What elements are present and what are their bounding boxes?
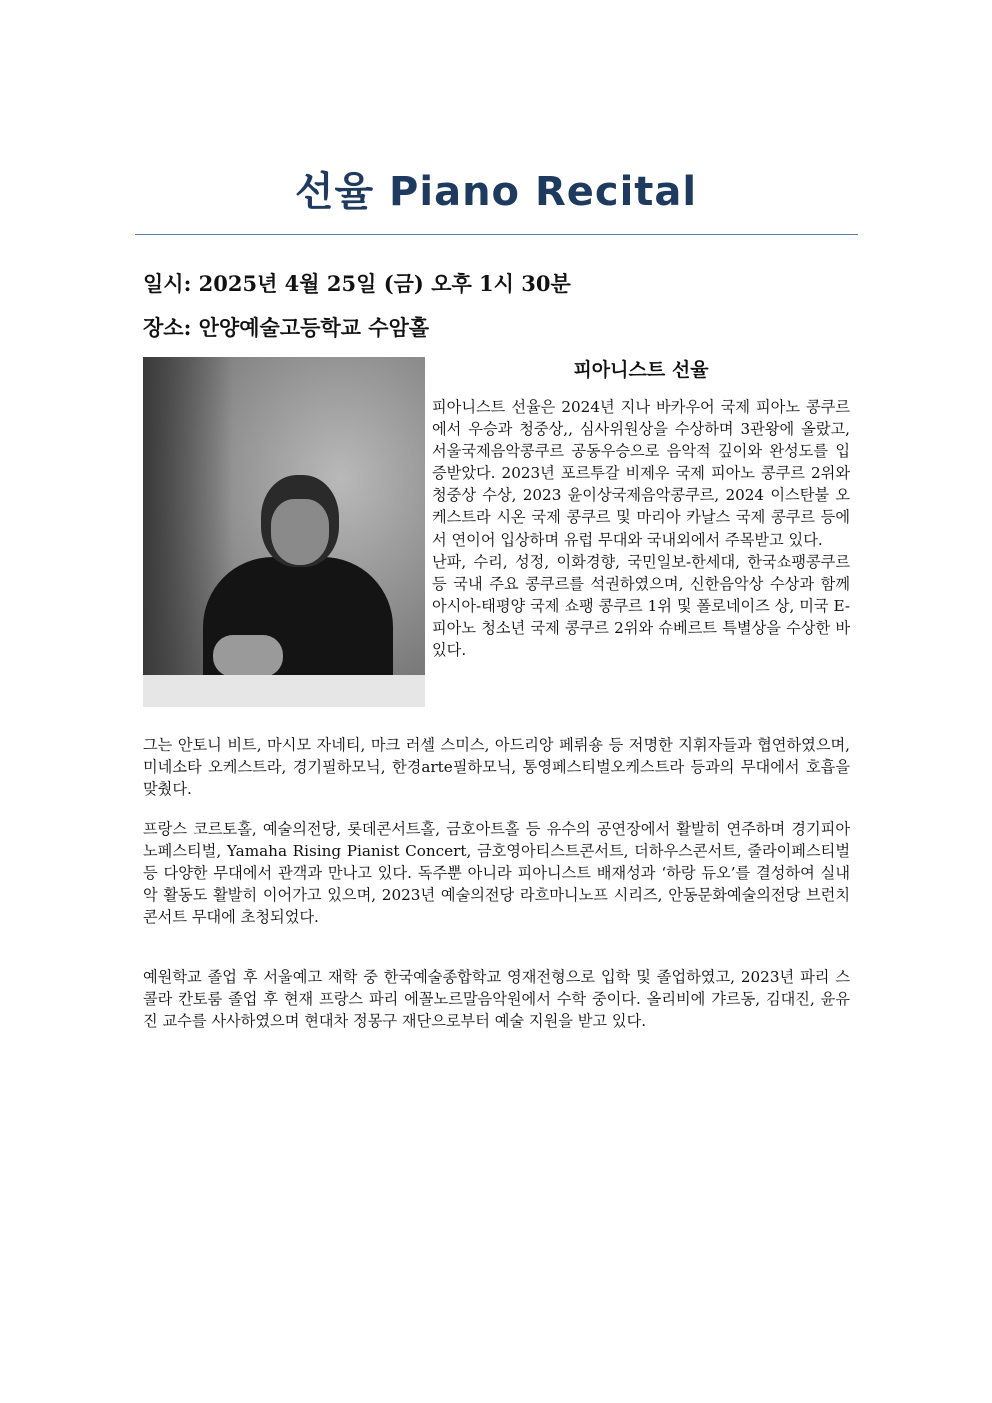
bio-paragraph: 그는 안토니 비트, 마시모 자네티, 마크 러셀 스미스, 아드리앙 페뤼숑 등 저명한 지휘자들과 협연하였으며, 미네소타 오케스트라, 경기필하모닉, 한경arte필하모닉, 통영페스티벌오케스트라 등과의 무대에서 호흡을 맞췄다. [143,736,850,799]
bio-side-paragraph: 난파, 수리, 성정, 이화경향, 국민일보-한세대, 한국쇼팽콩쿠르 등 국내 주요 콩쿠르를 석권하였으며, 신한음악상 수상과 함께 아시아-태평양 국제 쇼팽 콩쿠르 1위 및 폴로네이즈 상, 미국 E-피아노 청소년 국제 콩쿠르 2위와 슈베르트 특별상을 수상한 바 있다. [432,552,850,660]
event-date: 일시: 2025년 4월 25일 (금) 오후 1시 30분 [143,271,571,296]
title-divider [135,234,858,235]
page-title: 선율 Piano Recital [294,169,698,215]
bio-heading: 피아니스트 선율 [573,359,709,381]
bio-paragraph: 프랑스 코르토홀, 예술의전당, 롯데콘서트홀, 금호아트홀 등 유수의 공연장에서 활발히 연주하며 경기피아노페스티벌, Yamaha Rising Pianist Concert, 금호영아티스트콘서트, 더하우스콘서트, 줄라이페스티벌 등 다양한 무대에서 관객과 만나고 있다. 독주뿐 아니라 피아니스트 배재성과 ‘하랑 듀오’를 결성하여 실내악 활동도 활발히 이어가고 있으며, 2023년 예술의전당 라흐마니노프 시리즈, 안동문화예술의전당 브런치콘서트 무대에 초청되었다. [143,820,850,927]
bio-side-text [432,396,850,661]
bio-side-paragraph: 피아니스트 선율은 2024년 지나 바카우어 국제 피아노 콩쿠르에서 우승과 청중상,, 심사위원상을 수상하며 3관왕에 올랐고, 서울국제음악콩쿠르 공동우승으로 음악적 깊이와 완성도를 입증받았다. 2023년 포르투갈 비제우 국제 피아노 콩쿠르 2위와 청중상 수상, 2023 윤이상국제음악콩쿠르, 2024 이스탄불 오케스트라 시온 국제 콩쿠르 및 마리아 카날스 국제 콩쿠르 등에서 연이어 입상하며 유럽 무대와 국내외에서 주목받고 있다. [432,398,850,549]
bio-paragraph: 예원학교 졸업 후 서울예고 재학 중 한국예술종합학교 영재전형으로 입학 및 졸업하였고, 2023년 파리 스콜라 칸토룸 졸업 후 현재 프랑스 파리 에꼴노르말음악원에서 수학 중이다. 올리비에 갸르동, 김대진, 윤유진 교수를 사사하였으며 현대차 정몽구 재단으로부터 예술 지원을 받고 있다. [143,968,850,1031]
pianist-photo [143,357,425,707]
event-place: 장소: 안양예술고등학교 수암홀 [143,315,430,340]
